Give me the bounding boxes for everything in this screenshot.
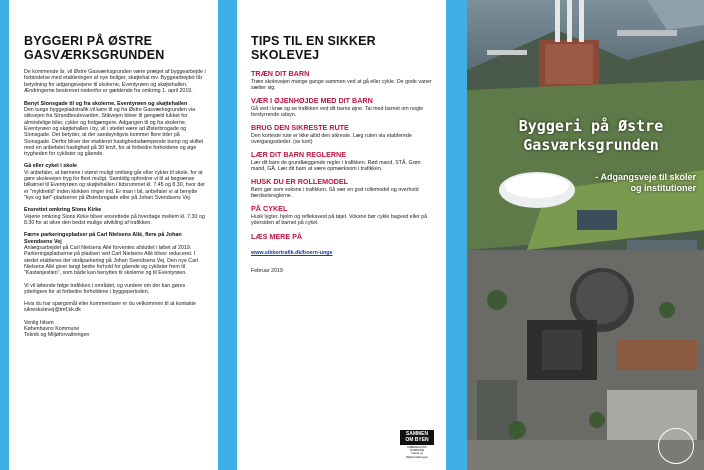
signature-line: Teknik og Miljøforvaltningen	[24, 332, 90, 339]
signature-line: Københavns Kommune	[24, 326, 80, 333]
section-one-way	[24, 207, 206, 226]
tip-text: Træn skolevejen mange gange sammen ved at gå eller cykle. De gode vaner sætter sig.	[251, 78, 432, 91]
logo-line: OM BYEN	[405, 436, 429, 443]
closing-text-2: Hvis du har spørgsmål eller kommentarer er du velkommen til at kontakte sikreskolevej@tmf.kk.dk	[24, 301, 196, 314]
signature-line: Venlig hilsen	[24, 319, 54, 326]
logo-sub-line: KØBENHAVNS KOMMUNE	[407, 445, 427, 453]
sammen-om-byen-logo	[400, 430, 434, 459]
signature	[24, 320, 206, 339]
cover-title	[486, 117, 696, 155]
cover-subtitle	[476, 172, 696, 194]
section-text: Anlægsarbejdet på Carl Nielsens Allé forventes afsluttet i løbet af 2019. Parkeringspladserne på pladsen ved Carl Nielsens Allé bliver reduceret. I stedet etableres der skråparkering på Johan Svendsens Vej. Den nye Carl Nielsens Allé giver langt bedre forhold for gående og cyklister frem til "Kastanjestien", som både kan benyttes til skolerne og til Eventyrøen.	[24, 245, 199, 277]
section-walk-bike	[24, 163, 206, 201]
left-lead: De kommende år, vil Østre Gasværksgrunden være præget af byggearbejde i forbindelse med etableringen af nye boliger, skøjtehal mv. Byggearbejdet får betydning for adgangsvejene til skolerne, Eventyrøen og skøjtehallen. Ændringerne beskrevet nedenfor er gældende fra omkring 1. april 2019.	[24, 69, 206, 95]
tip-read-more	[251, 233, 436, 260]
tip-rules	[251, 151, 436, 172]
aerial-photo	[467, 0, 704, 470]
logo-sub-line: Teknik og Miljøforvaltningen	[406, 451, 428, 459]
tip-text: Husk lygter, hjelm og refleksvest på tøjet. Voksne bør cykle bagved eller på ydersiden af barnet på cykel.	[251, 213, 428, 227]
tip-text: Lær dit barn de grundlæggende regler i trafikken. Rød mand, STÅ. Grøn mand, GÅ. Lær dit barn at være opmærksom i trafikken.	[251, 159, 421, 173]
tip-text: Børn gør som voksne i trafikken. Så vær en god rollemodel og overhold færdselsreglerne.	[251, 186, 419, 200]
left-panel	[9, 0, 218, 470]
tip-role-model	[251, 178, 436, 199]
section-text: Vi anbefaler, at børnene i størst muligt omfang går eller cykler til skole, for at gøre skolevejen tryg for flest muligt. Samtidig opfordrer vi til at begrænse bilkørsel til Eventyrøen og skøjtehallen i tidsrummet kl. 7.45 og 8.30, hvor der er "myldretid" inden klokken ringer ind. Er man i bil, anbefaler vi at benytte "kys og kør"-pladserne på Østerbrogade eller på Johan Svendsens Vej.	[24, 169, 206, 201]
tip-text: Den korteste rute er ikke altid den sikreste. Læg ruten via etablerede overgangssteder. (se kort)	[251, 132, 412, 145]
tip-heading: TRÆN DIT BARN	[251, 69, 310, 78]
section-parking	[24, 232, 206, 276]
cover-title-line: Gasværksgrunden	[523, 136, 659, 154]
tip-heading: LÆR DIT BARN REGLERNE	[251, 150, 347, 160]
logo-subtext	[400, 446, 434, 459]
middle-panel	[237, 0, 446, 470]
closing-text-1: Vi vil løbende følge trafikken i området, og vurdere om der kan gøres yderligere for at forbedre forholdene i byggeperioden.	[24, 282, 186, 295]
logo-line: SAMMEN	[405, 431, 429, 437]
tip-bike	[251, 205, 436, 226]
tip-text: Gå ved i knæ og se trafikken ved dit barns øjne. Tal med barnet om nogle forstyrrende udsyn.	[251, 105, 424, 118]
tip-heading: LÆS MERE PÅ	[251, 231, 303, 241]
section-heading: Ensrettet omkring Sions Kirke	[24, 207, 102, 214]
section-text: Vejene omkring Sions Kirke bliver ensrettede på hverdage mellem kl. 7.30 og 8.30 for at sikre den bedst mulige afvikling af trafikken.	[24, 213, 205, 226]
section-heading: Færre parkeringspladser på Carl Nielsens Allé, flere på Johan Svendsens Vej	[24, 232, 182, 245]
tip-heading: HUSK DU ER ROLLEMODEL	[251, 177, 349, 187]
tip-heading: BRUG DEN SIKRESTE RUTE	[251, 123, 349, 133]
section-sionsgade	[24, 101, 206, 158]
cover-title-line: Byggeri på Østre	[518, 117, 664, 135]
logo-badge	[400, 430, 434, 445]
left-title: BYGGERI PÅ ØSTRE GASVÆRKSGRUNDEN	[24, 34, 165, 62]
city-seal-icon	[658, 428, 694, 464]
tip-safest-route	[251, 124, 436, 145]
section-heading: Gå eller cykel i skole	[24, 163, 78, 170]
cover-subtitle-line: - Adgangsveje til skoler	[595, 172, 696, 182]
section-heading: Benyt Sionsgade til og fra skolerne, Eventyrøen og skøjtehallen	[24, 100, 188, 107]
tips-title: TIPS TIL EN SIKKER SKOLEVEJ	[251, 34, 376, 62]
publish-date: Februar 2019	[251, 268, 283, 275]
section-text: Den tunge byggepladstrafik vil køre til og fra Østre Gasværksgrunden via stikvejen fra Strandboulevarden. Stikvejen bliver til gengæld lukket for almindelige biler, cykler og fodgængere. Adgangen til og fra skolerne, Eventyrøen og skøjtehallen i by, vil i stedet være ad Østerbrogade og Sionsgade. Det betyder, at der sandsynligvis kommer flere biler på Sionsgade. Derfor bliver der etableret hastighedsdæmpende bump og skiltet med en anbefalet hastighed på 30 km/t, for at forbedre forholdene og øge trygheden for cyklister og gående.	[24, 107, 204, 158]
tip-eye-level	[251, 97, 436, 118]
read-more-link[interactable]: www.sikkertrafik.dk/boern-unge	[251, 250, 333, 257]
tip-heading: VÆR I ØJENHØJDE MED DIT BARN	[251, 96, 373, 106]
tip-train	[251, 70, 436, 91]
aerial-city-image	[467, 0, 704, 470]
tip-heading: PÅ CYKEL	[251, 204, 288, 214]
cover-subtitle-line: og institutioner	[630, 183, 696, 193]
